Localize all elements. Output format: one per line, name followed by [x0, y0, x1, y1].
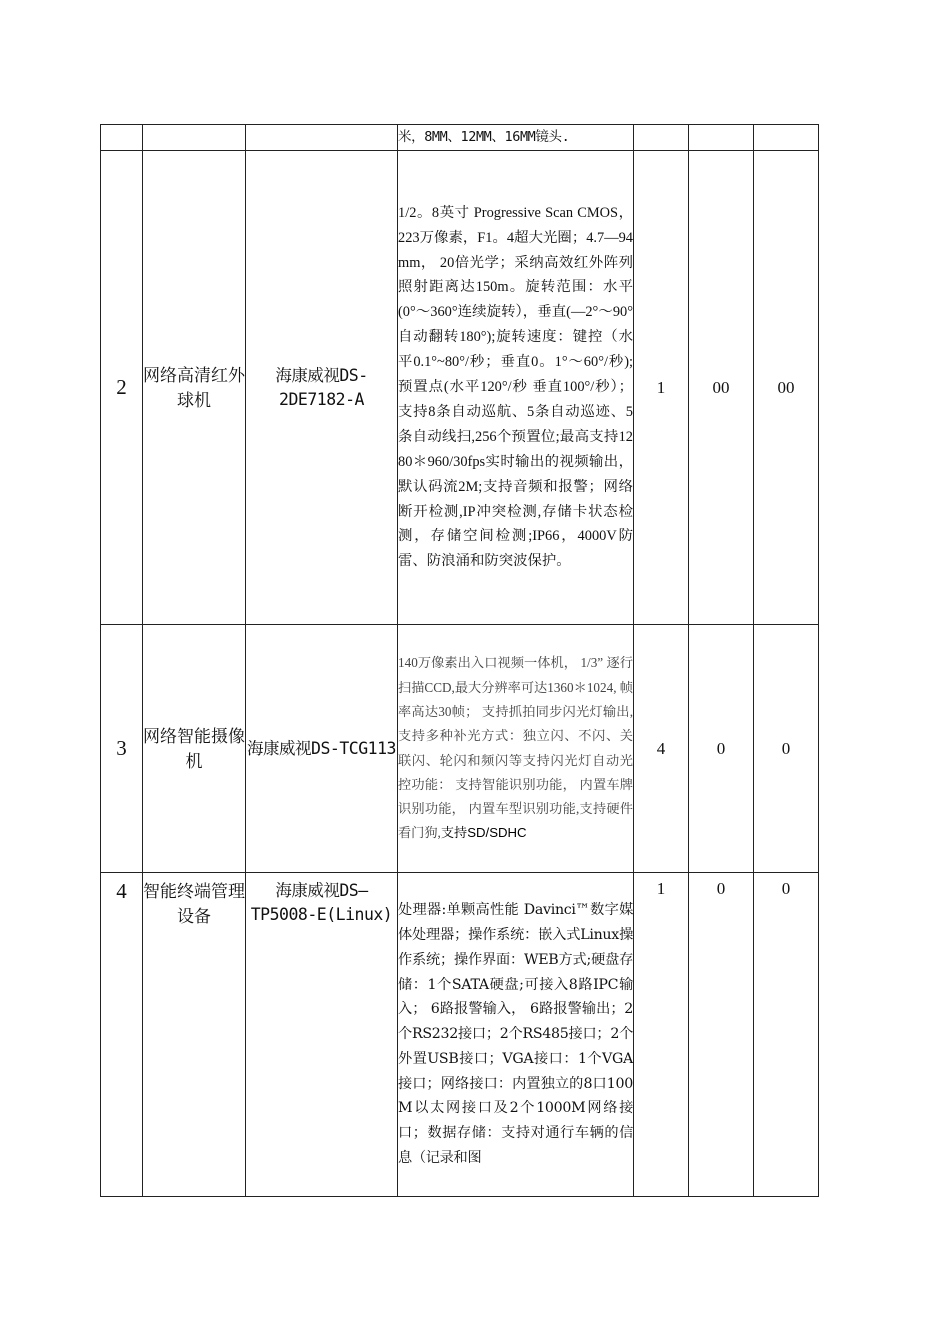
device-model: 海康威视DS-TCG113 [246, 625, 398, 873]
quantity: 1 [634, 151, 689, 625]
total-price: 0 [754, 873, 819, 1197]
unit-price [689, 125, 754, 151]
table-row [101, 125, 819, 151]
row-number [101, 125, 143, 151]
unit-price: 00 [689, 151, 754, 625]
spec-text [398, 651, 633, 845]
row-number: 2 [101, 151, 143, 625]
total-price: 0 [754, 625, 819, 873]
spec-body: 140万像素出入口视频一体机， 1/3” 逐行扫描CCD,最大分辨率可达1360＊1024, 帧率高达30帧； 支持抓拍同步闪光灯输出,支持多种补光方式：独立闪、不闪、关联闪、轮闪和频闪等支持闪光灯自动光控功能： 支持智能识别功能， 内置车牌识别功能， 内置车型识别功能,支持硬件看门狗, [398, 655, 633, 841]
total-price: 00 [754, 151, 819, 625]
device-spec [398, 873, 634, 1197]
table-row [101, 151, 819, 625]
device-name: 网络高清红外球机 [143, 151, 246, 625]
device-model [246, 125, 398, 151]
device-model: 海康威视DS—TP5008-E(Linux) [246, 873, 398, 1197]
row-number: 4 [101, 873, 143, 1197]
device-name [143, 125, 246, 151]
table-row [101, 873, 819, 1197]
total-price [754, 125, 819, 151]
unit-price: 0 [689, 873, 754, 1197]
row-number: 3 [101, 625, 143, 873]
unit-price: 0 [689, 625, 754, 873]
quantity: 4 [634, 625, 689, 873]
device-spec [398, 625, 634, 873]
spec-text: 1/2。8英寸 Progressive Scan CMOS，223万像素，F1。4超大光圈；4.7—94mm， 20倍光学；采纳高效红外阵列照射距离达150m。旋转范围：水平(0°～360°连续旋转），垂直(—2°～90° 自动翻转180°);旋转速度：键控（水平0.1°~80°/秒；垂直0。1°～60°/秒);预置点(水平120°/秒 垂直100°/秒）；支持8条自动巡航、5条自动巡迹、5条自动线扫,256个预置位;最高支持1280＊960/30fps实时输出的视频输出，默认码流2M;支持音频和报警；网络断开检测,IP冲突检测,存储卡状态检测，存储空间检测;IP66，4000V防雷、防浪涌和防突波保护。 [398, 204, 633, 570]
device-name: 网络智能摄像机 [143, 625, 246, 873]
equipment-table [100, 124, 819, 1197]
device-name: 智能终端管理设备 [143, 873, 246, 1197]
spec-tail: 支持SD/SDHC [440, 825, 527, 841]
spec-text: 米，8MM、12MM、16MM镜头. [398, 129, 570, 146]
quantity [634, 125, 689, 151]
device-model: 海康威视DS-2DE7182-A [246, 151, 398, 625]
device-spec [398, 125, 634, 151]
table-row [101, 625, 819, 873]
device-spec [398, 151, 634, 625]
spec-text: 处理器:单颗高性能 Davinci™数字媒体处理器；操作系统：嵌入式Linux操作系统；操作界面：WEB方式;硬盘存储：1个SATA硬盘;可接入8路IPC输入； 6路报警输入， 6路报警输出；2个RS232接口；2个RS485接口；2个外置USB接口；VGA接口：1个VGA接口；网络接口：内置独立的8口100M以太网接口及2个1000M网络接口；数据存储：支持对通行车辆的信息（记录和图 [398, 902, 633, 1167]
quantity: 1 [634, 873, 689, 1197]
